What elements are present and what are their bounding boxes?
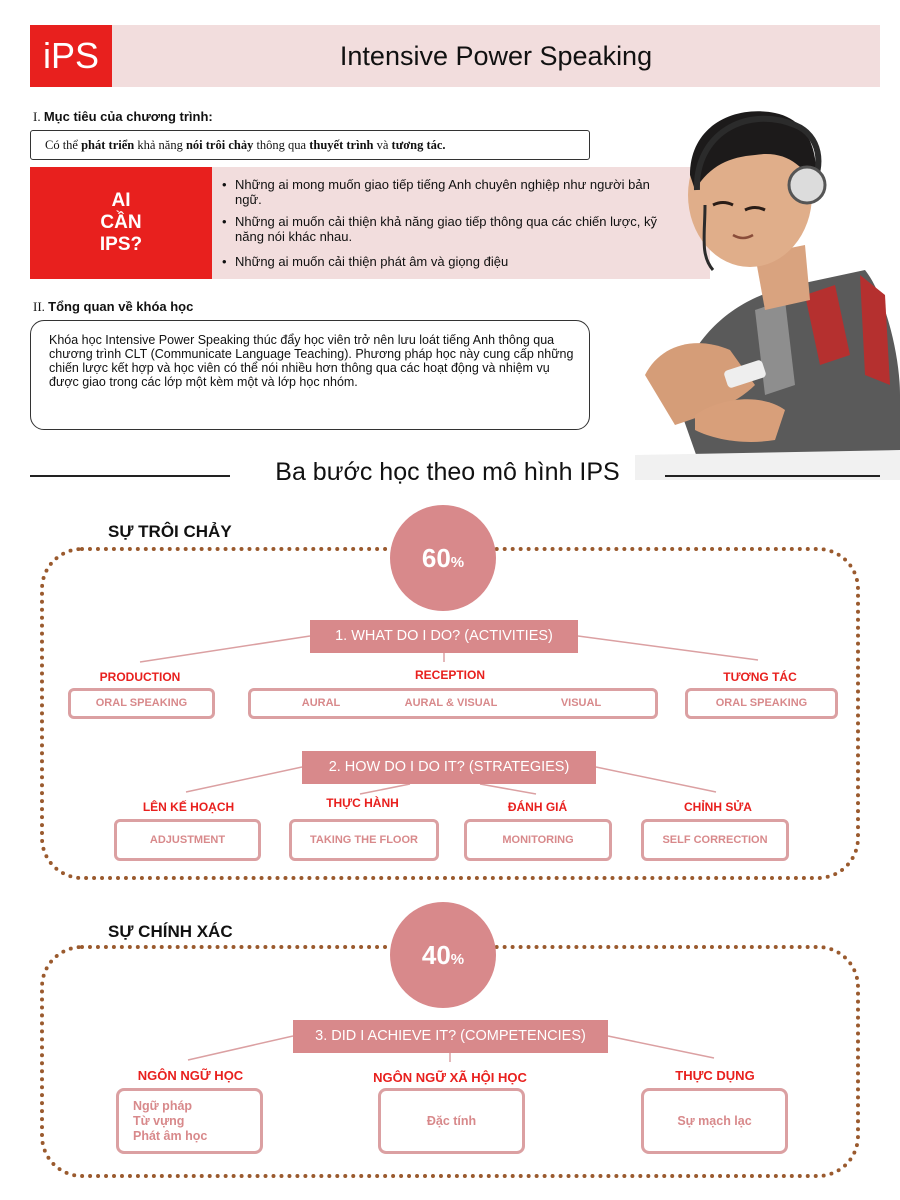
section-1-number: I.: [33, 109, 41, 124]
sociolinguistic-label: NGÔN NGỮ XÃ HỘI HỌC: [373, 1070, 527, 1085]
linguistic-item: Từ vựng: [133, 1114, 185, 1128]
strategy-item-self-correction: SELF CORRECTION: [641, 819, 789, 861]
student-headset-photo: [635, 95, 900, 480]
fluency-percent-circle: [390, 505, 496, 611]
interaction-label: TƯƠNG TÁC: [723, 670, 797, 684]
who-label-line-3: IPS?: [99, 234, 143, 255]
linguistic-box: [116, 1088, 263, 1154]
strategy-label-correction: CHỈNH SỬA: [684, 800, 752, 814]
page-title: Intensive Power Speaking: [339, 41, 653, 71]
strategy-item-monitoring: MONITORING: [464, 819, 612, 861]
goal-seg-1: phát triển: [81, 138, 135, 152]
who-label-line-1: AI: [111, 190, 131, 211]
accuracy-percent-sign: %: [450, 951, 465, 968]
goal-seg-2: khả năng: [134, 138, 186, 152]
fluency-title: SỰ TRÔI CHẢY: [108, 522, 232, 541]
who-needs-list: [222, 177, 662, 276]
section-2-title: Tổng quan về khóa học: [48, 299, 194, 314]
goal-seg-0: Có thể: [45, 138, 82, 152]
section-2-heading: [33, 299, 193, 315]
reception-item: AURAL & VISUAL: [404, 697, 498, 709]
production-label: PRODUCTION: [99, 670, 181, 684]
sociolinguistic-item: Đặc tính: [378, 1088, 525, 1154]
strategy-item-taking-floor: TAKING THE FLOOR: [289, 819, 439, 861]
step-1-banner: 1. WHAT DO I DO? (ACTIVITIES): [310, 620, 578, 653]
overview-box: Khóa học Intensive Power Speaking thúc đẩy học viên trở nên lưu loát tiếng Anh thông qua chương trình CLT (Communicate Language Teaching). Phương pháp học này cung cấp những chiến lược kết hợp và học viên có thể nói nhiều hơn thông qua các hoạt động và nhiệm vụ được giao trong các lớp một kèm một và lớp học nhóm.: [30, 320, 590, 430]
section-2-number: II.: [33, 299, 45, 314]
reception-item: VISUAL: [560, 697, 602, 709]
step-2-banner: 2. HOW DO I DO IT? (STRATEGIES): [302, 751, 596, 784]
goal-box: [30, 130, 590, 160]
divider-right: [665, 475, 880, 477]
section-1-heading: [33, 109, 213, 125]
who-needs-item: • Những ai muốn cải thiện phát âm và giọng điệu: [222, 254, 662, 269]
accuracy-percent-circle: [390, 902, 496, 1008]
pragmatic-item: Sự mạch lạc: [641, 1088, 788, 1154]
linguistic-item: Ngữ pháp: [133, 1099, 193, 1113]
goal-seg-3: nói trôi chảy: [185, 138, 254, 152]
fluency-percent: 60: [421, 543, 451, 573]
who-needs-item: • Những ai muốn cải thiện khả năng giao tiếp thông qua các chiến lược, kỹ năng nói khác nhau.: [222, 214, 662, 244]
reception-box: [248, 688, 658, 719]
accuracy-title: SỰ CHÍNH XÁC: [108, 922, 233, 941]
strategy-item-adjustment: ADJUSTMENT: [114, 819, 261, 861]
who-label-line-2: CẦN: [100, 212, 142, 233]
interaction-item: ORAL SPEAKING: [685, 688, 838, 719]
strategy-label-assessment: ĐÁNH GIÁ: [507, 800, 568, 814]
divider-left: [30, 475, 230, 477]
strategy-label-planning: LÊN KẾ HOẠCH: [142, 800, 235, 814]
goal-seg-4: thông qua: [253, 138, 310, 152]
accuracy-percent: 40: [421, 940, 451, 970]
goal-seg-7: tương tác.: [391, 138, 446, 152]
ips-logo: iPS: [30, 25, 112, 87]
reception-item: AURAL: [301, 697, 341, 709]
section-1-title: Mục tiêu của chương trình:: [43, 109, 213, 124]
who-needs-item: • Những ai mong muốn giao tiếp tiếng Anh chuyên nghiệp như người bản ngữ.: [222, 177, 662, 207]
goal-seg-6: và: [373, 138, 392, 152]
strategy-label-practice: THỰC HÀNH: [326, 796, 399, 810]
linguistic-label: NGÔN NGỮ HỌC: [137, 1068, 244, 1083]
fluency-percent-sign: %: [450, 554, 465, 571]
steps-title: Ba bước học theo mô hình IPS: [275, 458, 620, 486]
step-3-banner: 3. DID I ACHIEVE IT? (COMPETENCIES): [293, 1020, 608, 1053]
production-item: ORAL SPEAKING: [68, 688, 215, 719]
reception-label: RECEPTION: [414, 668, 485, 682]
goal-seg-5: thuyết trình: [309, 138, 374, 152]
pragmatic-label: THỰC DỤNG: [675, 1068, 755, 1083]
who-needs-label: [30, 167, 212, 279]
linguistic-item: Phát âm học: [133, 1129, 208, 1143]
